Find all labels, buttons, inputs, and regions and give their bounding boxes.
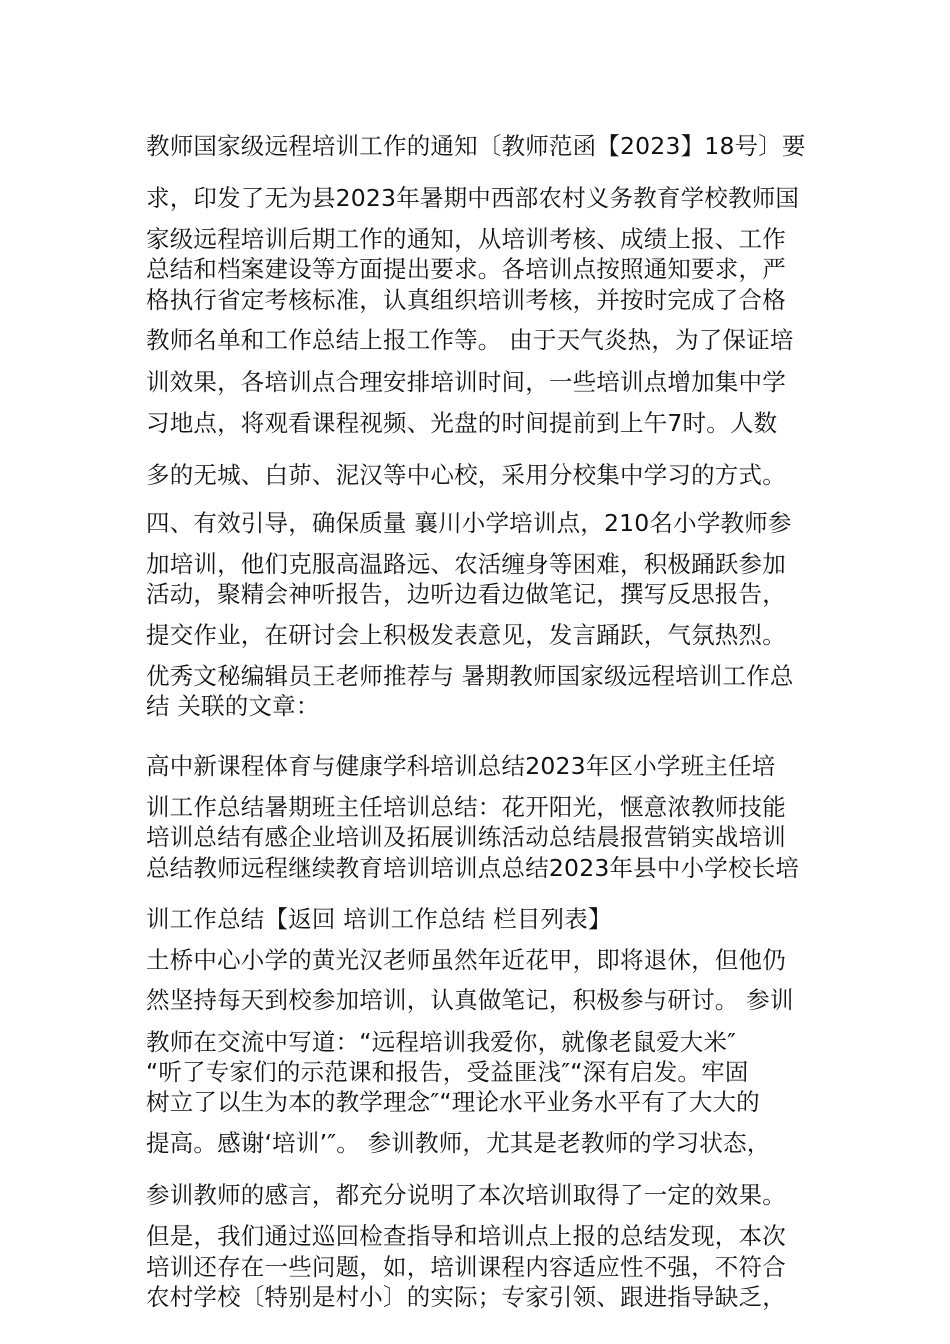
paragraph-line: 总结教师远程继续教育培训培训点总结2023年县中小学校长培 <box>146 854 800 882</box>
paragraph-line: 家级远程培训后期工作的通知，从培训考核、成绩上报、工作 <box>146 225 786 253</box>
paragraph-line: 习地点，将观看课程视频、光盘的时间提前到上午7时。人数 <box>146 409 778 437</box>
paragraph-line: 农村学校〔特别是村小〕的实际；专家引领、跟进指导缺乏， <box>146 1283 786 1311</box>
paragraph-line: 高中新课程体育与健康学科培训总结2023年区小学班主任培 <box>146 752 776 780</box>
paragraph-line: 提高。感谢‘培训’″。 参训教师，尤其是老教师的学习状态， <box>146 1129 771 1157</box>
paragraph-line: 结 关联的文章： <box>146 692 320 720</box>
paragraph-line: 总结和档案建设等方面提出要求。各培训点按照通知要求，严 <box>146 255 786 283</box>
paragraph-line: 加培训，他们克服高温路远、农活缠身等困难，积极踊跃参加 <box>146 550 786 578</box>
paragraph-line: 活动，聚精会神听报告，边听边看边做笔记，撰写反思报告， <box>146 580 786 608</box>
paragraph-line: 四、有效引导，确保质量 襄川小学培训点，210名小学教师参 <box>146 509 792 537</box>
paragraph-line: 树立了以生为本的教学理念″“理论水平业务水平有了大大的 <box>146 1088 760 1116</box>
paragraph-line: 培训还存在一些问题，如，培训课程内容适应性不强，不符合 <box>146 1253 786 1281</box>
paragraph-line: 训工作总结【返回 培训工作总结 栏目列表】 <box>146 905 612 933</box>
paragraph-line: 土桥中心小学的黄光汉老师虽然年近花甲，即将退休，但他仍 <box>146 946 786 974</box>
paragraph-line: 求，印发了无为县2023年暑期中西部农村义务教育学校教师国 <box>146 184 800 212</box>
paragraph-line: 参训教师的感言，都充分说明了本次培训取得了一定的效果。 <box>146 1181 786 1209</box>
paragraph-line: 教师国家级远程培训工作的通知〔教师范函【2023】18号〕要 <box>146 132 806 160</box>
paragraph-line: 提交作业，在研讨会上积极发表意见，发言踊跃，气氛热烈。 <box>146 621 786 649</box>
paragraph-line: 多的无城、白茆、泥汉等中心校，采用分校集中学习的方式。 <box>146 461 786 489</box>
paragraph-line: “听了专家们的示范课和报告，受益匪浅″“深有启发。牢固 <box>146 1058 749 1086</box>
paragraph-line: 训效果，各培训点合理安排培训时间，一些培训点增加集中学 <box>146 368 786 396</box>
paragraph-line: 格执行省定考核标准，认真组织培训考核，并按时完成了合格 <box>146 286 786 314</box>
paragraph-line: 但是，我们通过巡回检查指导和培训点上报的总结发现，本次 <box>146 1222 786 1250</box>
paragraph-line: 优秀文秘编辑员王老师推荐与 暑期教师国家级远程培训工作总 <box>146 662 794 690</box>
paragraph-line: 训工作总结暑期班主任培训总结：花开阳光，惬意浓教师技能 <box>146 793 786 821</box>
paragraph-line: 培训总结有感企业培训及拓展训练活动总结晨报营销实战培训 <box>146 823 786 851</box>
paragraph-line: 教师在交流中写道：“远程培训我爱你，就像老鼠爱大米″ <box>146 1028 737 1056</box>
paragraph-line: 然坚持每天到校参加培训，认真做笔记，积极参与研讨。 参训 <box>146 986 794 1014</box>
paragraph-line: 教师名单和工作总结上报工作等。 由于天气炎热，为了保证培 <box>146 326 794 354</box>
